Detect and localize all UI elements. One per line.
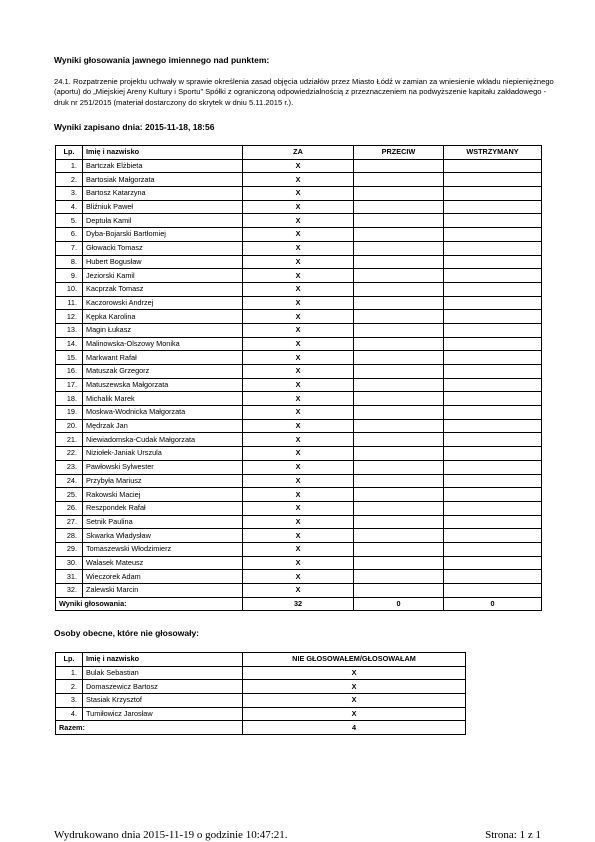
table-cell: 14. — [56, 337, 83, 351]
table-cell — [354, 392, 444, 406]
table-row — [56, 187, 542, 201]
table-cell — [354, 419, 444, 433]
table-cell: Bartosiak Małgorzata — [83, 173, 243, 187]
table-row — [56, 159, 542, 173]
table-cell — [444, 529, 542, 543]
table-row — [56, 282, 542, 296]
table-cell: X — [243, 255, 354, 269]
table-cell — [354, 323, 444, 337]
footer-page: Strona: 1 z 1 — [485, 829, 541, 841]
total-wstrzymany: 0 — [444, 597, 542, 611]
table-cell: X — [243, 666, 466, 680]
table-cell: 7. — [56, 241, 83, 255]
present-table — [55, 652, 466, 735]
table-cell: 10. — [56, 282, 83, 296]
heading: Wyniki głosowania jawnego imiennego nad punktem: — [54, 55, 270, 65]
table-cell: X — [243, 159, 354, 173]
table-cell: Niziołek-Janiak Urszula — [83, 447, 243, 461]
table-cell: Bliźniuk Paweł — [83, 200, 243, 214]
table-cell: 23. — [56, 460, 83, 474]
table-cell: 2. — [56, 680, 83, 694]
table-cell — [354, 214, 444, 228]
table-row — [56, 529, 542, 543]
table-cell — [444, 419, 542, 433]
table-cell: X — [243, 323, 354, 337]
table-cell — [444, 296, 542, 310]
col-name: Imię i nazwisko — [83, 653, 243, 667]
table-cell — [354, 228, 444, 242]
table-cell: Reszpondek Rafał — [83, 501, 243, 515]
table-cell: Wieczorek Adam — [83, 570, 243, 584]
table-cell: X — [243, 378, 354, 392]
table-cell: 26. — [56, 501, 83, 515]
table-cell: Jeziorski Kamil — [83, 269, 243, 283]
table-cell — [354, 488, 444, 502]
table-cell — [444, 365, 542, 379]
table-row — [56, 584, 542, 598]
table-cell: Skwarka Władysław — [83, 529, 243, 543]
table-cell: X — [243, 406, 354, 420]
table-cell — [354, 460, 444, 474]
table-cell: Bulak Sebastian — [83, 666, 243, 680]
table-cell: X — [243, 228, 354, 242]
table-cell: 18. — [56, 392, 83, 406]
table-cell — [354, 337, 444, 351]
table-cell: Setnik Paulina — [83, 515, 243, 529]
table-cell — [354, 269, 444, 283]
total-przeciw: 0 — [354, 597, 444, 611]
table-cell: X — [243, 460, 354, 474]
table-cell: X — [243, 200, 354, 214]
table-cell — [354, 570, 444, 584]
table-cell — [444, 474, 542, 488]
table-row — [56, 365, 542, 379]
table-row — [56, 296, 542, 310]
table-cell: Bartczak Elżbieta — [83, 159, 243, 173]
table-row — [56, 474, 542, 488]
present-total-row — [56, 721, 466, 735]
table-cell — [354, 282, 444, 296]
table-cell — [354, 529, 444, 543]
table-cell — [444, 570, 542, 584]
table-cell — [354, 542, 444, 556]
table-cell: 4. — [56, 707, 83, 721]
table-row — [56, 214, 542, 228]
table-cell — [444, 433, 542, 447]
table-cell: 4. — [56, 200, 83, 214]
table-cell: X — [243, 447, 354, 461]
present-body — [56, 666, 466, 721]
table-row — [56, 666, 466, 680]
table-cell — [354, 556, 444, 570]
table-cell — [444, 173, 542, 187]
votes-total-row — [56, 597, 542, 611]
table-cell: X — [243, 351, 354, 365]
table-cell: Magin Łukasz — [83, 323, 243, 337]
table-cell — [444, 447, 542, 461]
table-cell: X — [243, 419, 354, 433]
table-cell — [444, 460, 542, 474]
present-total-value: 4 — [243, 721, 466, 735]
table-cell — [444, 515, 542, 529]
table-cell: Bartosz Katarzyna — [83, 187, 243, 201]
table-cell: 11. — [56, 296, 83, 310]
table-cell: 32. — [56, 584, 83, 598]
table-cell — [354, 173, 444, 187]
table-row — [56, 323, 542, 337]
table-row — [56, 488, 542, 502]
table-cell: X — [243, 337, 354, 351]
table-cell — [444, 488, 542, 502]
table-cell: Głowacki Tomasz — [83, 241, 243, 255]
table-row — [56, 200, 542, 214]
table-cell: X — [243, 584, 354, 598]
table-cell — [444, 255, 542, 269]
table-cell: X — [243, 474, 354, 488]
table-cell — [354, 433, 444, 447]
table-cell — [444, 241, 542, 255]
table-cell: Deptuła Kamil — [83, 214, 243, 228]
table-cell: X — [243, 214, 354, 228]
table-cell: X — [243, 433, 354, 447]
table-cell: 1. — [56, 159, 83, 173]
table-cell: X — [243, 556, 354, 570]
table-cell — [354, 584, 444, 598]
table-cell — [354, 200, 444, 214]
col-przeciw: PRZECIW — [354, 146, 444, 160]
table-cell: Michalik Marek — [83, 392, 243, 406]
table-cell — [444, 351, 542, 365]
table-row — [56, 501, 542, 515]
table-cell: 25. — [56, 488, 83, 502]
table-row — [56, 228, 542, 242]
table-cell: Zalewski Marcin — [83, 584, 243, 598]
table-row — [56, 680, 466, 694]
table-cell — [354, 255, 444, 269]
table-row — [56, 694, 466, 708]
table-cell: 3. — [56, 187, 83, 201]
table-cell: 31. — [56, 570, 83, 584]
table-row — [56, 556, 542, 570]
table-cell: Stasiak Krzysztof — [83, 694, 243, 708]
table-cell: X — [243, 282, 354, 296]
table-cell — [354, 159, 444, 173]
table-cell: 12. — [56, 310, 83, 324]
table-cell: 22. — [56, 447, 83, 461]
table-cell — [444, 323, 542, 337]
table-cell: 28. — [56, 529, 83, 543]
table-cell: X — [243, 515, 354, 529]
table-cell: X — [243, 680, 466, 694]
table-cell — [354, 406, 444, 420]
table-cell: Malinowska-Olszowy Monika — [83, 337, 243, 351]
table-cell — [354, 296, 444, 310]
table-cell: X — [243, 187, 354, 201]
table-cell — [354, 447, 444, 461]
table-cell — [354, 241, 444, 255]
present-header-row — [56, 653, 466, 667]
table-cell: Przybyła Mariusz — [83, 474, 243, 488]
table-cell: X — [243, 542, 354, 556]
table-cell — [354, 365, 444, 379]
table-cell: Pawłowski Sylwester — [83, 460, 243, 474]
table-cell: X — [243, 392, 354, 406]
table-cell: 13. — [56, 323, 83, 337]
table-cell: Matuszewska Małgorzata — [83, 378, 243, 392]
table-cell: Moskwa-Wodnicka Małgorzata — [83, 406, 243, 420]
table-cell: Tomaszewski Włodzimierz — [83, 542, 243, 556]
col-wstrzymany: WSTRZYMANY — [444, 146, 542, 160]
table-cell: 9. — [56, 269, 83, 283]
table-cell: X — [243, 365, 354, 379]
table-cell: 1. — [56, 666, 83, 680]
present-total-label: Razem: — [56, 721, 243, 735]
table-cell: 3. — [56, 694, 83, 708]
footer-printed: Wydrukowano dnia 2015-11-19 o godzinie 10:47:21. — [54, 829, 288, 841]
table-cell — [354, 474, 444, 488]
table-cell — [444, 282, 542, 296]
table-cell: X — [243, 173, 354, 187]
col-za: ZA — [243, 146, 354, 160]
table-row — [56, 269, 542, 283]
table-cell — [444, 584, 542, 598]
table-cell: Kaczorowski Andrzej — [83, 296, 243, 310]
table-cell — [444, 214, 542, 228]
table-cell: X — [243, 241, 354, 255]
table-row — [56, 351, 542, 365]
present-heading: Osoby obecne, które nie głosowały: — [54, 628, 200, 638]
table-row — [56, 310, 542, 324]
table-cell: Tumiłowicz Jarosław — [83, 707, 243, 721]
votes-total-label: Wyniki głosowania: — [56, 597, 243, 611]
table-cell — [444, 269, 542, 283]
table-cell: 16. — [56, 365, 83, 379]
table-cell: 8. — [56, 255, 83, 269]
table-cell: Rakowski Maciej — [83, 488, 243, 502]
col-lp: Lp. — [56, 653, 83, 667]
table-row — [56, 460, 542, 474]
table-cell: Domaszewicz Bartosz — [83, 680, 243, 694]
total-za: 32 — [243, 597, 354, 611]
table-cell: 6. — [56, 228, 83, 242]
table-cell: Hubert Bogusław — [83, 255, 243, 269]
col-lp: Lp. — [56, 146, 83, 160]
table-cell — [444, 159, 542, 173]
col-not-voted: NIE GŁOSOWAŁEM/GŁOSOWAŁAM — [243, 653, 466, 667]
table-row — [56, 378, 542, 392]
table-cell — [444, 406, 542, 420]
table-cell — [444, 228, 542, 242]
saved-timestamp: Wyniki zapisano dnia: 2015-11-18, 18:56 — [54, 122, 215, 132]
table-cell: X — [243, 488, 354, 502]
table-cell: 29. — [56, 542, 83, 556]
table-cell: X — [243, 269, 354, 283]
table-row — [56, 433, 542, 447]
table-row — [56, 515, 542, 529]
table-cell: 24. — [56, 474, 83, 488]
table-cell: 21. — [56, 433, 83, 447]
table-cell: Niewiadomska-Cudak Małgorzata — [83, 433, 243, 447]
votes-header-row — [56, 146, 542, 160]
table-cell: 20. — [56, 419, 83, 433]
table-cell — [444, 378, 542, 392]
table-row — [56, 173, 542, 187]
table-row — [56, 570, 542, 584]
table-cell: X — [243, 296, 354, 310]
table-row — [56, 419, 542, 433]
table-cell: X — [243, 310, 354, 324]
table-cell — [444, 542, 542, 556]
table-cell — [354, 378, 444, 392]
table-cell: Kępka Karolina — [83, 310, 243, 324]
table-row — [56, 542, 542, 556]
table-cell: 15. — [56, 351, 83, 365]
table-cell — [444, 501, 542, 515]
table-row — [56, 337, 542, 351]
table-cell — [444, 556, 542, 570]
votes-table — [55, 145, 542, 611]
table-cell — [444, 200, 542, 214]
agenda-item-description: 24.1. Rozpatrzenie projektu uchwały w sprawie określenia zasad objęcia udziałów przez Miasto Łódź w zamian za wniesienie wkładu niepieniężnego (aportu) do „Miejskiej Areny Kultury i Sportu” Spółki z ograniczoną odpowiedzialnością z przeznaczeniem na podwyższenie kapitału zakładowego - druk nr 251/2015 (materiał dostarczony do skrytek w dniu 5.11.2015 r.). — [54, 77, 554, 107]
table-cell: 17. — [56, 378, 83, 392]
table-row — [56, 406, 542, 420]
table-cell: Mędrzak Jan — [83, 419, 243, 433]
table-cell — [444, 187, 542, 201]
table-cell — [354, 501, 444, 515]
table-cell — [354, 515, 444, 529]
table-row — [56, 255, 542, 269]
table-cell: 27. — [56, 515, 83, 529]
table-cell: Markwant Rafał — [83, 351, 243, 365]
table-cell: 30. — [56, 556, 83, 570]
table-cell: Kacprzak Tomasz — [83, 282, 243, 296]
table-cell: Matuszak Grzegorz — [83, 365, 243, 379]
table-row — [56, 392, 542, 406]
table-cell — [444, 337, 542, 351]
table-cell: 5. — [56, 214, 83, 228]
table-cell: X — [243, 694, 466, 708]
votes-body — [56, 159, 542, 597]
table-cell: X — [243, 529, 354, 543]
table-cell: 2. — [56, 173, 83, 187]
table-cell: Dyba-Bojarski Bartłomiej — [83, 228, 243, 242]
table-row — [56, 447, 542, 461]
table-cell — [354, 351, 444, 365]
table-cell: X — [243, 707, 466, 721]
table-cell — [354, 310, 444, 324]
table-row — [56, 707, 466, 721]
table-cell: 19. — [56, 406, 83, 420]
table-cell — [444, 310, 542, 324]
table-cell: X — [243, 501, 354, 515]
table-cell: Walasek Mateusz — [83, 556, 243, 570]
table-cell: X — [243, 570, 354, 584]
table-cell — [444, 392, 542, 406]
table-row — [56, 241, 542, 255]
table-cell — [354, 187, 444, 201]
col-name: Imię i nazwisko — [83, 146, 243, 160]
